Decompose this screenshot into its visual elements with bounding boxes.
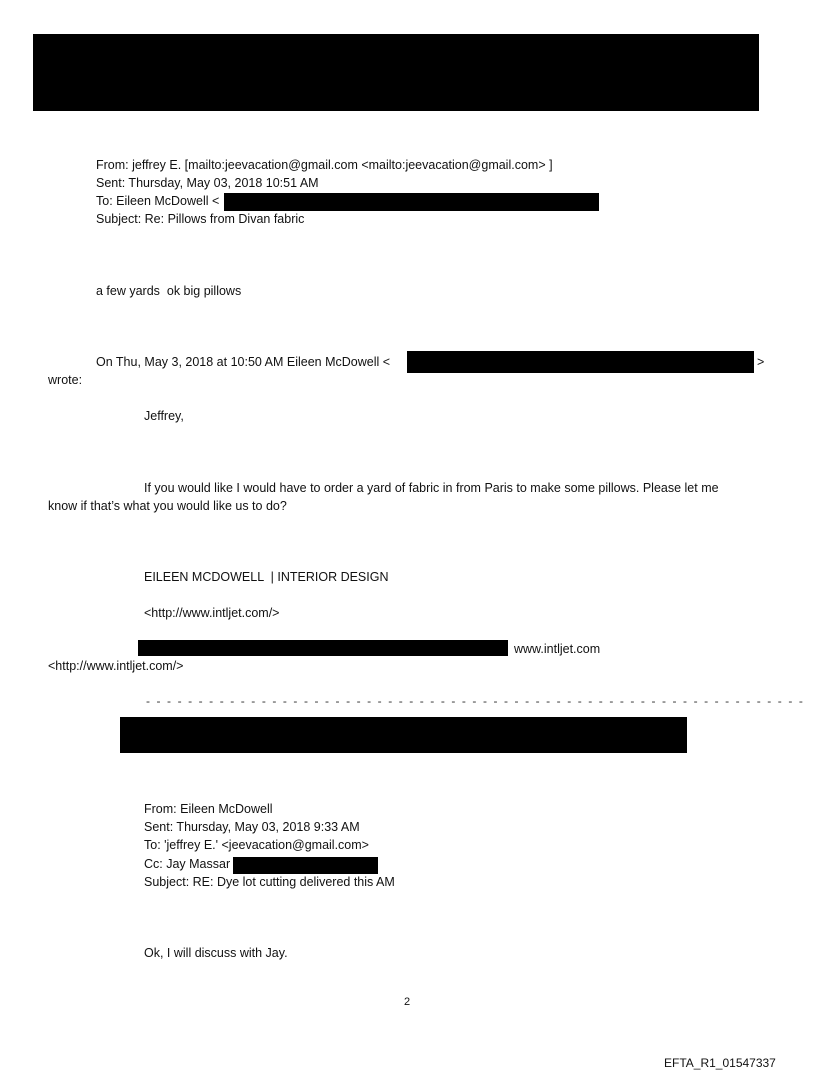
second-email-from: From: Eileen McDowell xyxy=(144,802,273,816)
second-email-body: Ok, I will discuss with Jay. xyxy=(144,946,288,960)
signature-site[interactable]: www.intljet.com xyxy=(514,642,601,656)
quoted-greeting: Jeffrey, xyxy=(144,409,184,423)
redaction-cc-address xyxy=(233,857,378,874)
document-id: EFTA_R1_01547337 xyxy=(664,1056,776,1070)
quoted-intro: On Thu, May 3, 2018 at 10:50 AM Eileen McDowell < xyxy=(96,355,391,369)
signature-link-2[interactable]: <http://www.intljet.com/> xyxy=(48,659,184,673)
redaction-signature-contact xyxy=(138,640,508,656)
quoted-body-line1: If you would like I would have to order a yard of fabric in from Paris to make some pillows. Please let me xyxy=(144,481,719,495)
signature-link[interactable]: <http://www.intljet.com/> xyxy=(144,606,280,620)
redaction-to-address xyxy=(224,193,599,211)
second-email-subject: Subject: RE: Dye lot cutting delivered this AM xyxy=(144,875,395,889)
separator-line: - - - - - - - - - - - - - - - - - - - - - - - - - - - - - - - - - - - - - - - - - - - - - - - - - - - - - - - - - - - - - - - xyxy=(146,694,805,708)
second-email-to: To: 'jeffrey E.' <jeevacation@gmail.com> xyxy=(144,838,369,852)
second-email-sent: Sent: Thursday, May 03, 2018 9:33 AM xyxy=(144,820,360,834)
email-sent: Sent: Thursday, May 03, 2018 10:51 AM xyxy=(96,176,319,190)
redaction-quoted-address xyxy=(407,351,754,373)
second-email-cc: Cc: Jay Massar xyxy=(144,857,231,871)
email-to: To: Eileen McDowell < xyxy=(96,194,220,208)
quoted-intro-end: > xyxy=(757,355,765,369)
reply-body: a few yards ok big pillows xyxy=(96,284,242,298)
signature-name: EILEEN MCDOWELL | INTERIOR DESIGN xyxy=(144,570,389,584)
quoted-wrote: wrote: xyxy=(48,373,83,387)
redaction-block-middle xyxy=(120,717,687,753)
page-number: 2 xyxy=(404,996,411,1008)
email-subject: Subject: Re: Pillows from Divan fabric xyxy=(96,212,305,226)
email-from: From: jeffrey E. [mailto:jeevacation@gmail.com <mailto:jeevacation@gmail.com> ] xyxy=(96,158,553,172)
quoted-body-line2: know if that’s what you would like us to do? xyxy=(48,499,287,513)
redaction-block-header xyxy=(33,34,759,111)
